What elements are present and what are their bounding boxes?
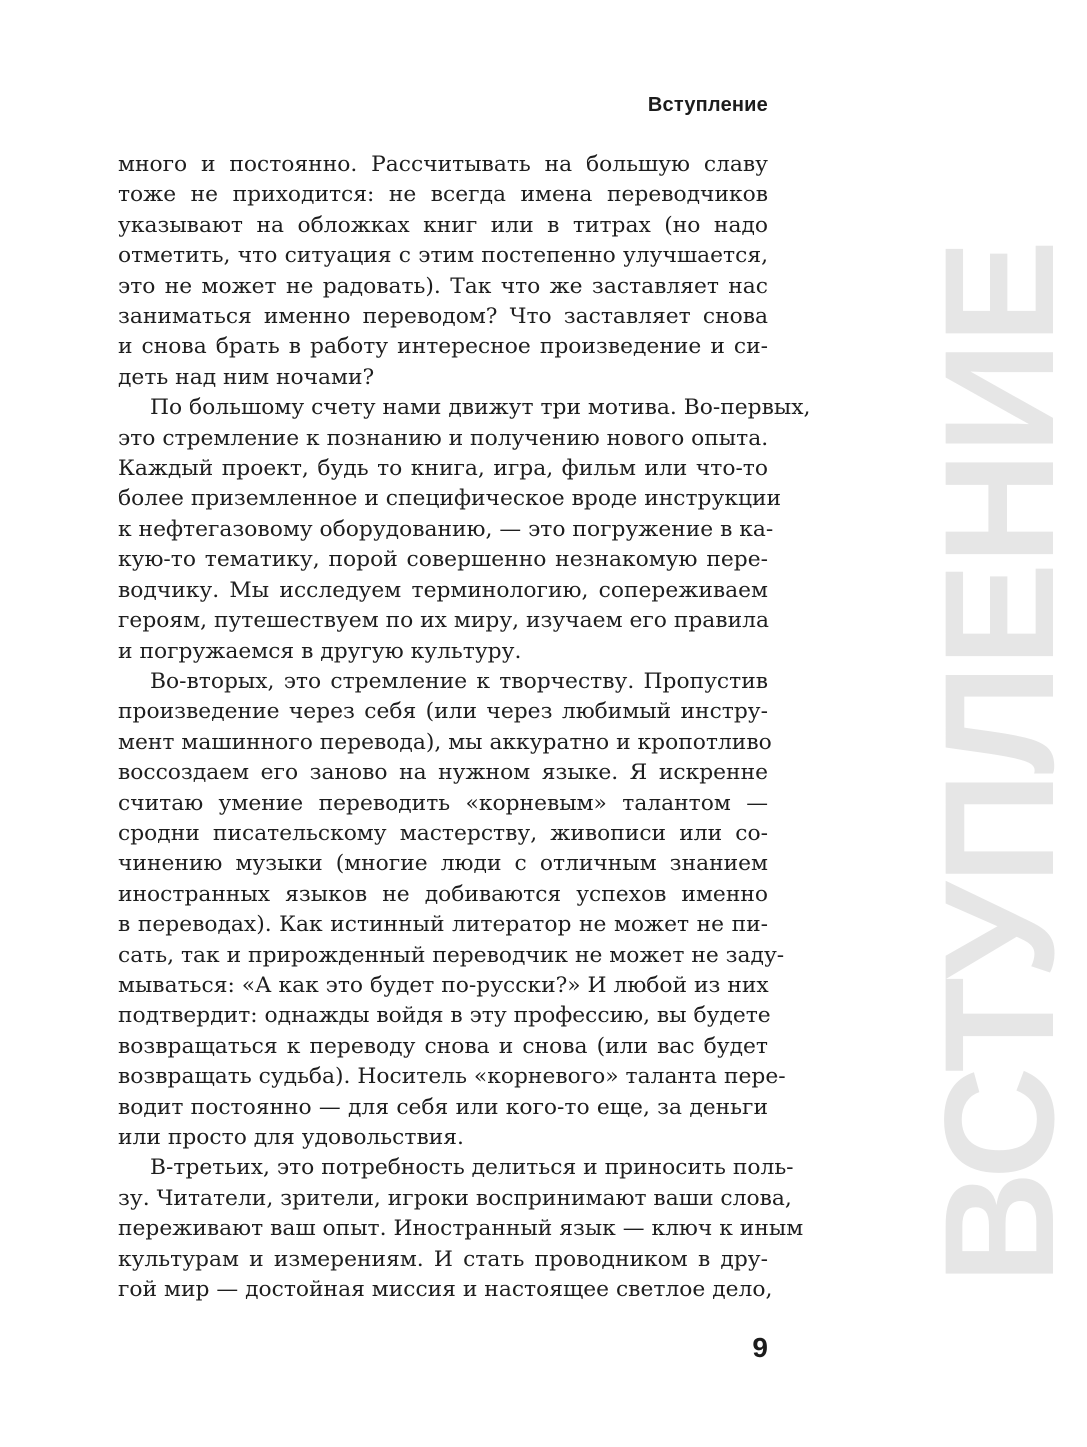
text-line: более приземленное и специфическое вроде инструкции [118, 486, 782, 512]
text-line: кую-то тематику, порой совершенно незнакомую пере- [118, 547, 768, 573]
text-line: Во-вторых, это стремление к творчеству. Пропустив [150, 668, 768, 694]
text-line: подтвердит: однажды войдя в эту профессию, вы будете [118, 1003, 771, 1029]
text-line: сать, так и прирожденный переводчик не может не заду- [118, 942, 785, 968]
text-line: чинению музыки (многие люди с отличным знанием [118, 851, 768, 877]
text-line: это стремление к познанию и получению нового опыта. [118, 425, 769, 451]
text-line: это не может не радовать). Так что же заставляет нас [118, 273, 768, 299]
text-line: культурам и измерениям. И стать проводником в дру- [118, 1246, 768, 1272]
side-chapter-title: ВСТУПЛЕНИЕ [913, 241, 1087, 1284]
text-line: и погружаемся в другую культуру. [118, 638, 522, 664]
text-line: к нефтегазовому оборудованию, — это погружение в ка- [118, 516, 774, 542]
text-line: произведение через себя (или через любимый инстру- [118, 699, 768, 725]
text-line: иностранных языков не добиваются успехов именно [118, 881, 768, 907]
text-line: водит постоянно — для себя или кого-то еще, за деньги [118, 1094, 768, 1120]
text-line: возвращаться к переводу снова и снова (или вас будет [118, 1033, 768, 1059]
text-line: в переводах). Как истинный литератор не может не пи- [118, 912, 768, 938]
text-line: деть над ним ночами? [118, 364, 375, 390]
paragraph [118, 150, 768, 393]
text-line: мываться: «А как это будет по-русски?» И любой из них [118, 972, 769, 998]
paragraph [118, 393, 811, 667]
text-line: указывают на обложках книг или в титрах (но надо [118, 212, 768, 238]
text-line: заниматься именно переводом? Что заставляет снова [118, 304, 768, 330]
text-line: или просто для удовольствия. [118, 1125, 464, 1150]
text-line: Каждый проект, будь то книга, игра, фильм или что-то [118, 456, 768, 482]
text-line: тоже не приходится: не всегда имена переводчиков [118, 182, 768, 208]
text-line: гой мир — достойная миссия и настоящее светлое дело, [118, 1277, 773, 1303]
text-line: отметить, что ситуация с этим постепенно улучшается, [118, 243, 768, 269]
text-line: переживают ваш опыт. Иностранный язык — ключ к иным [118, 1216, 804, 1242]
text-line: много и постоянно. Рассчитывать на большую славу [118, 152, 768, 177]
text-line: считаю умение переводить «корневым» талантом — [118, 790, 768, 816]
text-line: воссоздаем его заново на нужном языке. Я искренне [118, 760, 768, 786]
text-line: зу. Читатели, зрители, игроки воспринимают ваши слова, [118, 1185, 792, 1211]
text-line: сродни писательскому мастерству, живописи или со- [118, 820, 768, 846]
text-line: По большому счету нами движут три мотива. Во-первых, [150, 395, 811, 421]
paragraph [118, 667, 786, 1154]
page-number: 9 [752, 1332, 768, 1363]
paragraph [118, 1153, 804, 1305]
text-line: водчику. Мы исследуем терминологию, сопереживаем [118, 577, 768, 603]
running-head-title: Вступление [647, 94, 768, 116]
body-text [118, 150, 811, 1305]
text-line: В-третьих, это потребность делиться и приносить поль- [150, 1155, 794, 1181]
text-line: и снова брать в работу интересное произведение и си- [118, 334, 768, 360]
text-line: возвращать судьба). Носитель «корневого» таланта пере- [118, 1064, 786, 1090]
text-line: мент машинного перевода), мы аккуратно и кропотливо [118, 729, 772, 755]
text-line: героям, путешествуем по их миру, изучаем его правила [118, 608, 769, 634]
